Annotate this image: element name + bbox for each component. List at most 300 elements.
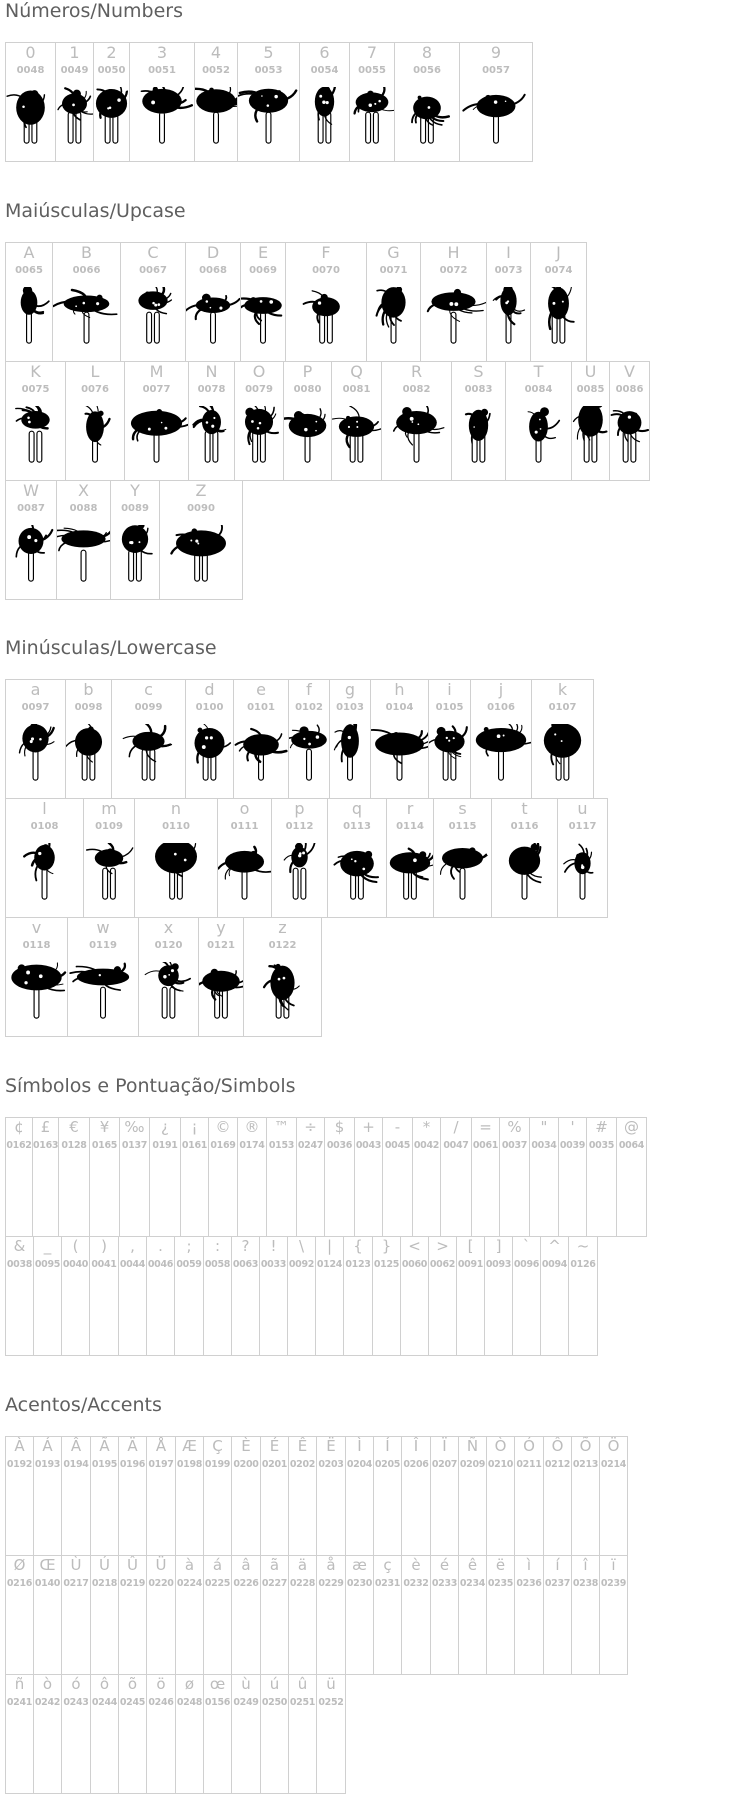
glyph-character: ô xyxy=(99,1675,110,1693)
glyph-character: + xyxy=(362,1118,375,1136)
glyph-character: X xyxy=(78,481,89,500)
glyph-preview-icon xyxy=(284,406,331,466)
glyph-code: 0165 xyxy=(91,1140,118,1151)
glyph-cell xyxy=(120,242,186,362)
glyph-character: y xyxy=(216,918,226,937)
glyph-code: 0104 xyxy=(385,702,414,713)
glyph-code: 0250 xyxy=(261,1697,288,1708)
glyph-cell xyxy=(316,1674,346,1794)
glyph-character: K xyxy=(30,362,41,381)
glyph-preview-icon xyxy=(160,525,242,585)
glyph-cell xyxy=(56,480,111,600)
glyph-preview-icon xyxy=(289,724,329,784)
glyph-character: B xyxy=(81,243,92,262)
glyph-code: 0213 xyxy=(572,1459,599,1470)
glyph-code: 0244 xyxy=(91,1697,118,1708)
glyph-character: h xyxy=(394,680,405,699)
glyph-code: 0126 xyxy=(570,1259,596,1270)
glyph-code: 0066 xyxy=(72,265,101,276)
glyph-character: 9 xyxy=(490,43,502,62)
glyph-code: 0092 xyxy=(288,1259,315,1270)
glyph-character: q xyxy=(351,799,363,818)
glyph-code: 0195 xyxy=(91,1459,118,1470)
glyph-code: 0227 xyxy=(261,1578,288,1589)
glyph-code: 0057 xyxy=(482,65,510,76)
glyph-code: 0156 xyxy=(204,1697,231,1708)
glyph-code: 0107 xyxy=(548,702,577,713)
glyph-character: * xyxy=(422,1118,431,1136)
glyph-preview-icon xyxy=(460,87,532,147)
glyph-code: 0043 xyxy=(355,1140,382,1151)
glyph-cell xyxy=(260,1674,289,1794)
glyph-character: p xyxy=(294,799,305,818)
glyph-character: J xyxy=(556,243,561,262)
glyph-code: 0174 xyxy=(239,1140,265,1151)
glyph-code: 0121 xyxy=(207,940,235,951)
glyph-code: 0050 xyxy=(97,65,126,76)
glyph-character: Ô xyxy=(551,1437,564,1455)
glyph-character: ~ xyxy=(576,1237,590,1255)
glyph-character: Ê xyxy=(297,1437,308,1455)
glyph-code: 0048 xyxy=(16,65,45,76)
glyph-code: 0111 xyxy=(230,821,259,832)
glyph-character: P xyxy=(302,362,313,381)
glyph-character: I xyxy=(506,243,511,262)
glyph-code: 0063 xyxy=(232,1259,259,1270)
glyph-cell xyxy=(433,798,492,918)
glyph-character: ò xyxy=(42,1675,53,1693)
glyph-code: 0033 xyxy=(260,1259,287,1270)
glyph-preview-icon xyxy=(395,87,459,147)
glyph-code: 0243 xyxy=(63,1697,89,1708)
glyph-code: 0085 xyxy=(576,384,605,395)
glyph-character: £ xyxy=(40,1118,51,1136)
glyph-code: 0192 xyxy=(6,1459,33,1470)
glyph-code: 0061 xyxy=(472,1140,499,1151)
glyph-code: 0083 xyxy=(464,384,493,395)
glyph-preview-icon xyxy=(487,287,530,347)
glyph-code: 0169 xyxy=(210,1140,236,1151)
glyph-code: 0196 xyxy=(119,1459,146,1470)
glyph-code: 0200 xyxy=(233,1459,259,1470)
glyph-code: 0045 xyxy=(384,1140,411,1151)
glyph-code: 0198 xyxy=(176,1459,203,1470)
glyph-character: i xyxy=(447,680,452,699)
glyph-preview-icon xyxy=(238,87,299,147)
glyph-character: æ xyxy=(352,1556,367,1574)
glyph-cell xyxy=(61,1555,91,1675)
glyph-character: r xyxy=(406,799,414,818)
glyph-code: 0110 xyxy=(162,821,190,832)
glyph-character: G xyxy=(387,243,400,262)
glyph-character: k xyxy=(557,680,568,699)
glyph-cell xyxy=(260,1436,289,1556)
glyph-preview-icon xyxy=(286,287,366,347)
glyph-character: T xyxy=(533,362,544,381)
glyph-cell xyxy=(315,1236,344,1356)
glyph-code: 0093 xyxy=(485,1259,512,1270)
glyph-code: 0097 xyxy=(21,702,50,713)
glyph-cell xyxy=(571,1436,600,1556)
glyph-code: 0055 xyxy=(358,65,386,76)
glyph-code: 0252 xyxy=(318,1697,344,1708)
glyph-character: É xyxy=(269,1437,280,1455)
glyph-code: 0098 xyxy=(74,702,103,713)
glyph-character: © xyxy=(215,1118,231,1136)
glyph-code: 0039 xyxy=(559,1140,586,1151)
glyph-cell xyxy=(110,480,160,600)
glyph-code: 0074 xyxy=(544,265,573,276)
glyph-preview-icon xyxy=(328,843,386,903)
glyph-character: E xyxy=(257,243,269,262)
glyph-cell xyxy=(33,1436,62,1556)
glyph-cell xyxy=(459,42,533,162)
glyph-cell xyxy=(5,1555,34,1675)
glyph-cell xyxy=(188,361,235,481)
glyph-cell xyxy=(260,1555,289,1675)
glyph-character: õ xyxy=(127,1675,138,1693)
glyph-code: 0137 xyxy=(121,1140,148,1151)
glyph-cell xyxy=(61,1236,90,1356)
glyph-cell xyxy=(486,1555,515,1675)
glyph-cell xyxy=(231,1674,261,1794)
glyph-code: 0044 xyxy=(119,1259,146,1270)
glyph-code: 0051 xyxy=(148,65,176,76)
glyph-cell xyxy=(5,42,56,162)
glyph-cell xyxy=(5,798,84,918)
glyph-code: 0064 xyxy=(618,1140,645,1151)
section-title-numbers: Números/Numbers xyxy=(5,0,183,22)
glyph-code: 0087 xyxy=(17,503,45,514)
glyph-cell xyxy=(118,1555,147,1675)
glyph-cell xyxy=(118,1236,147,1356)
glyph-cell xyxy=(430,1436,459,1556)
glyph-cell xyxy=(288,1674,317,1794)
glyph-cell xyxy=(354,1117,383,1237)
glyph-character: Q xyxy=(350,362,363,381)
glyph-code: 0140 xyxy=(34,1578,61,1589)
glyph-character: b xyxy=(83,680,94,699)
glyph-cell xyxy=(514,1555,544,1675)
glyph-character: c xyxy=(144,680,153,699)
glyph-preview-icon xyxy=(6,843,83,903)
glyph-character: 8 xyxy=(421,43,433,62)
glyph-code: 0108 xyxy=(30,821,59,832)
glyph-cell xyxy=(180,1117,209,1237)
glyph-code: 0096 xyxy=(513,1259,540,1270)
glyph-code: 0078 xyxy=(197,384,226,395)
glyph-code: 0248 xyxy=(176,1697,203,1708)
glyph-cell xyxy=(266,1117,297,1237)
glyph-cell xyxy=(175,1436,204,1556)
glyph-cell xyxy=(124,361,189,481)
glyph-cell xyxy=(33,1555,62,1675)
glyph-character: _ xyxy=(43,1237,52,1255)
glyph-code: 0095 xyxy=(34,1259,61,1270)
glyph-code: 0054 xyxy=(310,65,339,76)
glyph-code: 0081 xyxy=(342,384,371,395)
glyph-cell xyxy=(149,1117,181,1237)
glyph-character: ® xyxy=(244,1118,260,1136)
glyph-character: Ä xyxy=(127,1437,138,1455)
glyph-preview-icon xyxy=(492,843,557,903)
glyph-cell xyxy=(599,1555,628,1675)
glyph-character: A xyxy=(23,243,35,262)
glyph-code: 0163 xyxy=(33,1140,59,1151)
glyph-preview-icon xyxy=(57,525,110,585)
glyph-code: 0242 xyxy=(34,1697,61,1708)
glyph-character: % xyxy=(507,1118,522,1136)
glyph-character: & xyxy=(13,1237,26,1255)
glyph-character: ø xyxy=(184,1675,195,1693)
glyph-cell xyxy=(394,42,460,162)
glyph-cell xyxy=(175,1555,204,1675)
glyph-cell xyxy=(203,1436,232,1556)
glyph-cell xyxy=(430,1555,459,1675)
glyph-code: 0053 xyxy=(254,65,283,76)
glyph-code: 0112 xyxy=(285,821,314,832)
glyph-code: 0120 xyxy=(154,940,183,951)
glyph-preview-icon xyxy=(531,287,586,347)
glyph-cell xyxy=(146,1436,176,1556)
glyph-preview-icon xyxy=(111,525,159,585)
glyph-cell xyxy=(349,42,395,162)
glyph-preview-icon xyxy=(244,962,321,1022)
glyph-preview-icon xyxy=(6,287,52,347)
glyph-code: 0237 xyxy=(544,1578,571,1589)
glyph-preview-icon xyxy=(434,843,491,903)
glyph-cell xyxy=(568,1236,598,1356)
glyph-code: 0068 xyxy=(199,265,227,276)
glyph-character: ¢ xyxy=(14,1118,24,1136)
glyph-preview-icon xyxy=(558,843,607,903)
glyph-code: 0041 xyxy=(91,1259,117,1270)
glyph-cell xyxy=(373,1436,402,1556)
glyph-cell xyxy=(285,242,367,362)
glyph-code: 0219 xyxy=(119,1578,146,1589)
glyph-cell xyxy=(345,1555,374,1675)
glyph-code: 0072 xyxy=(439,265,468,276)
glyph-preview-icon xyxy=(94,87,129,147)
glyph-cell xyxy=(324,1117,355,1237)
glyph-character: t xyxy=(521,799,528,818)
glyph-character: { xyxy=(353,1237,363,1255)
glyph-cell xyxy=(89,1117,120,1237)
glyph-cell xyxy=(529,1117,559,1237)
glyph-character: Î xyxy=(413,1437,419,1455)
glyph-code: 0084 xyxy=(524,384,553,395)
glyph-code: 0080 xyxy=(293,384,322,395)
glyph-cell xyxy=(5,679,66,799)
glyph-code: 0091 xyxy=(457,1259,484,1270)
glyph-cell xyxy=(558,1117,587,1237)
glyph-code: 0059 xyxy=(176,1259,202,1270)
glyph-code: 0233 xyxy=(431,1578,458,1589)
glyph-cell xyxy=(616,1117,647,1237)
glyph-cell xyxy=(451,361,506,481)
glyph-cell xyxy=(240,242,286,362)
glyph-code: 0193 xyxy=(34,1459,61,1470)
glyph-cell xyxy=(458,1436,487,1556)
glyph-code: 0231 xyxy=(374,1578,401,1589)
glyph-cell xyxy=(185,242,241,362)
glyph-character: È xyxy=(241,1437,251,1455)
glyph-preview-icon xyxy=(195,87,237,147)
glyph-preview-icon xyxy=(471,724,531,784)
glyph-character: î xyxy=(583,1556,588,1574)
glyph-cell xyxy=(571,1555,600,1675)
glyph-cell xyxy=(420,242,487,362)
glyph-preview-icon xyxy=(6,724,65,784)
glyph-cell xyxy=(237,1117,267,1237)
glyph-character: 2 xyxy=(106,43,117,62)
glyph-preview-icon xyxy=(367,287,420,347)
glyph-preview-icon xyxy=(241,287,285,347)
glyph-character: € xyxy=(69,1118,79,1136)
glyph-character: j xyxy=(498,680,504,699)
glyph-code: 0036 xyxy=(326,1140,353,1151)
glyph-cell xyxy=(90,1674,119,1794)
glyph-code: 0082 xyxy=(402,384,431,395)
glyph-cell xyxy=(5,242,53,362)
glyph-preview-icon xyxy=(139,962,198,1022)
glyph-code: 0245 xyxy=(119,1697,146,1708)
glyph-cell xyxy=(401,1436,431,1556)
glyph-character: 0 xyxy=(25,43,36,62)
glyph-character: H xyxy=(447,243,460,262)
glyph-cell xyxy=(586,1117,617,1237)
glyph-character: é xyxy=(439,1556,450,1574)
glyph-cell xyxy=(5,917,68,1037)
glyph-cell xyxy=(159,480,243,600)
glyph-code: 0123 xyxy=(345,1259,371,1270)
glyph-code: 0128 xyxy=(61,1140,87,1151)
glyph-code: 0089 xyxy=(121,503,149,514)
glyph-cell xyxy=(52,242,121,362)
glyph-cell xyxy=(428,1236,457,1356)
glyph-character: $ xyxy=(334,1118,345,1136)
glyph-code: 0202 xyxy=(289,1459,316,1470)
glyph-code: 0241 xyxy=(6,1697,33,1708)
glyph-code: 0109 xyxy=(95,821,123,832)
glyph-code: 0214 xyxy=(600,1459,627,1470)
glyph-code: 0101 xyxy=(247,702,275,713)
glyph-character: ä xyxy=(297,1556,308,1574)
glyph-preview-icon xyxy=(130,87,194,147)
glyph-character: F xyxy=(321,243,331,262)
glyph-code: 0034 xyxy=(531,1140,557,1151)
glyph-cell xyxy=(316,1436,346,1556)
glyph-code: 0035 xyxy=(588,1140,615,1151)
glyph-character: Ø xyxy=(13,1556,26,1574)
glyph-cell xyxy=(174,1236,204,1356)
glyph-code: 0090 xyxy=(187,503,215,514)
glyph-code: 0234 xyxy=(459,1578,486,1589)
glyph-cell xyxy=(33,1236,62,1356)
glyph-code: 0086 xyxy=(615,384,644,395)
glyph-code: 0124 xyxy=(316,1259,343,1270)
glyph-cell xyxy=(198,917,244,1037)
glyph-cell xyxy=(83,798,135,918)
glyph-character: w xyxy=(96,918,110,937)
glyph-character: ç xyxy=(383,1556,392,1574)
glyph-character: Ï xyxy=(442,1437,447,1455)
glyph-code: 0207 xyxy=(431,1459,458,1470)
glyph-character: Ó xyxy=(523,1437,535,1455)
glyph-code: 0103 xyxy=(336,702,364,713)
glyph-cell xyxy=(512,1236,541,1356)
glyph-code: 0115 xyxy=(448,821,477,832)
glyph-code: 0106 xyxy=(487,702,515,713)
glyph-preview-icon xyxy=(189,406,234,466)
glyph-cell xyxy=(231,1236,260,1356)
glyph-cell xyxy=(288,679,330,799)
glyph-preview-icon xyxy=(300,87,349,147)
glyph-cell xyxy=(208,1117,238,1237)
glyph-preview-icon xyxy=(382,406,451,466)
glyph-code: 0247 xyxy=(297,1140,324,1151)
glyph-character: 3 xyxy=(156,43,168,62)
glyph-character: # xyxy=(595,1118,608,1136)
glyph-cell xyxy=(259,1236,288,1356)
glyph-cell xyxy=(61,1436,91,1556)
glyph-cell xyxy=(203,1236,232,1356)
glyph-character: ÷ xyxy=(304,1118,317,1136)
glyph-cell xyxy=(5,361,66,481)
glyph-code: 0118 xyxy=(22,940,51,951)
glyph-character: Ù xyxy=(70,1556,82,1574)
glyph-code: 0049 xyxy=(60,65,89,76)
glyph-character: 6 xyxy=(319,43,330,62)
glyph-code: 0204 xyxy=(346,1459,373,1470)
glyph-cell xyxy=(288,1436,317,1556)
glyph-cell xyxy=(231,1436,261,1556)
glyph-character: 7 xyxy=(366,43,378,62)
glyph-preview-icon xyxy=(112,724,185,784)
glyph-cell xyxy=(471,1117,500,1237)
glyph-cell xyxy=(288,1555,317,1675)
glyph-code: 0246 xyxy=(148,1697,174,1708)
glyph-character: W xyxy=(23,481,39,500)
glyph-character: O xyxy=(252,362,266,381)
glyph-character: : xyxy=(214,1237,221,1255)
glyph-cell xyxy=(134,798,218,918)
glyph-character: ï xyxy=(611,1556,616,1574)
glyph-cell xyxy=(609,361,650,481)
glyph-preview-icon xyxy=(272,843,327,903)
glyph-code: 0038 xyxy=(6,1259,33,1270)
glyph-code: 0102 xyxy=(295,702,323,713)
glyph-code: 0071 xyxy=(379,265,408,276)
glyph-character: Œ xyxy=(39,1556,56,1574)
glyph-cell xyxy=(386,798,434,918)
glyph-preview-icon xyxy=(429,724,470,784)
glyph-cell xyxy=(234,361,284,481)
glyph-character: ë xyxy=(495,1556,506,1574)
glyph-cell xyxy=(111,679,186,799)
glyph-code: 0216 xyxy=(6,1578,33,1589)
glyph-character: ¡ xyxy=(191,1118,198,1136)
glyph-cell xyxy=(543,1555,572,1675)
glyph-character: 1 xyxy=(69,43,80,62)
glyph-code: 0162 xyxy=(6,1140,32,1151)
glyph-cell xyxy=(540,1236,569,1356)
glyph-cell xyxy=(146,1236,175,1356)
glyph-code: 0224 xyxy=(176,1578,203,1589)
glyph-code: 0077 xyxy=(142,384,171,395)
glyph-code: 0251 xyxy=(289,1697,316,1708)
glyph-cell xyxy=(499,1117,530,1237)
